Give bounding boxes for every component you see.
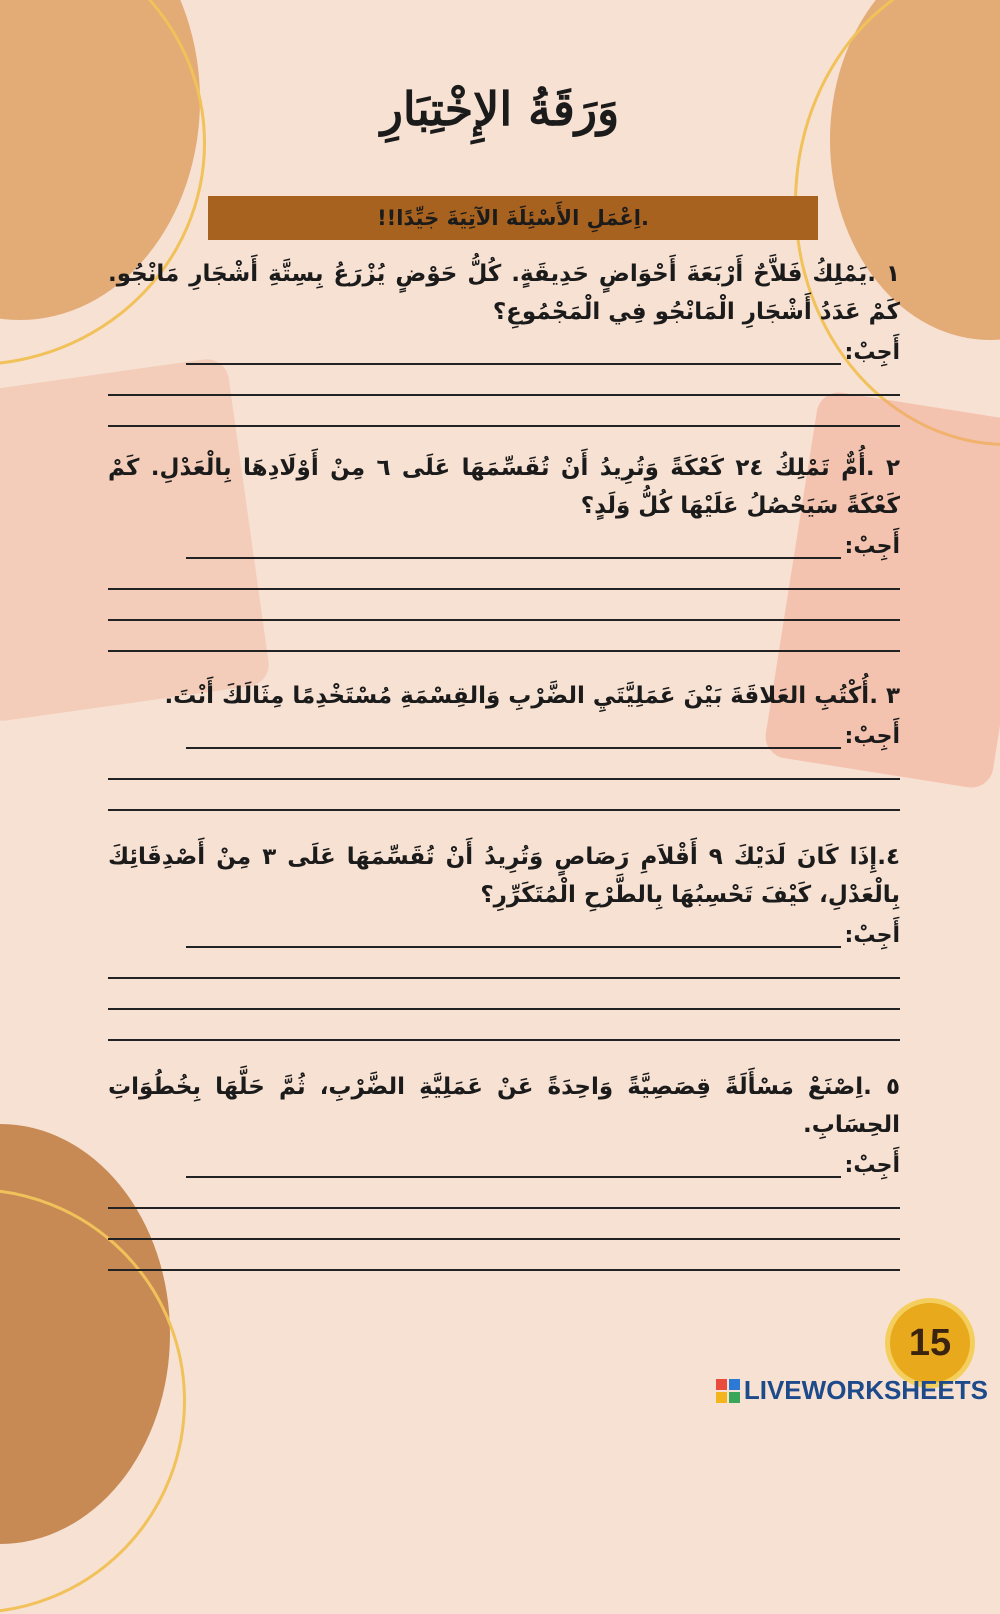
answer-row (108, 331, 900, 365)
answer-label: أَجِبْ: (844, 534, 900, 559)
answer-line[interactable] (108, 623, 900, 652)
question-block (108, 449, 900, 652)
brand-name: LIVEWORKSHEETS (743, 1375, 988, 1405)
liveworksheets-logo-icon (716, 1379, 740, 1403)
answer-line[interactable] (186, 723, 841, 749)
answer-line[interactable] (108, 561, 900, 590)
answer-line[interactable] (186, 339, 841, 365)
answer-line[interactable] (108, 592, 900, 621)
question-text: ٥ .اِصْنَعْ مَسْأَلَةً قِصَصِيَّةً وَاحِدَةً عَنْ عَمَلِيَّةِ الضَّرْبِ، ثُمَّ حَلَّهَا بِخُطُوَاتِ الحِسَابِ. (108, 1074, 900, 1138)
answer-row (108, 914, 900, 948)
question-block (108, 838, 900, 1041)
instruction-banner: .اِعْمَلِ الأَسْئِلَةَ الآتِيَةَ جَيِّدًا!! (208, 196, 818, 240)
page-title: وَرَقَةُ الإِخْتِبَارِ (380, 82, 620, 136)
page-number-badge: 15 (885, 1298, 975, 1388)
answer-line[interactable] (186, 1152, 841, 1178)
answer-line[interactable] (108, 950, 900, 979)
answer-line[interactable] (186, 922, 841, 948)
answer-line[interactable] (108, 782, 900, 811)
answer-row (108, 1144, 900, 1178)
answer-label: أَجِبْ: (844, 1153, 900, 1178)
answer-label: أَجِبْ: (844, 923, 900, 948)
answer-line[interactable] (108, 1012, 900, 1041)
answer-line[interactable] (108, 1242, 900, 1271)
answer-line[interactable] (186, 533, 841, 559)
answer-row (108, 525, 900, 559)
answer-line[interactable] (108, 981, 900, 1010)
answer-line[interactable] (108, 367, 900, 396)
question-block (108, 1068, 900, 1271)
question-text: ١ .يَمْلِكُ فَلاَّحٌ أَرْبَعَةَ أَحْوَاضٍ حَدِيقَةٍ. كُلُّ حَوْضٍ يُزْرَعُ بِسِتَّةِ أَشْجَارِ مَانْجُو. كَمْ عَدَدُ أَشْجَارِ الْمَانْجُو فِي الْمَجْمُوعِ؟ (108, 261, 900, 325)
answer-label: أَجِبْ: (844, 724, 900, 749)
answer-label: أَجِبْ: (844, 340, 900, 365)
liveworksheets-brand[interactable] (716, 1375, 988, 1406)
question-text: ٤.إِذَا كَانَ لَدَيْكَ ٩ أَقْلاَمِ رَصَاصٍ وَتُرِيدُ أَنْ تُقَسِّمَهَا عَلَى ٣ مِنْ أَصْدِقَائِكَ بِالْعَدْلِ، كَيْفَ تَحْسِبُهَا بِالطَّرْحِ الْمُتَكَرِّرِ؟ (108, 844, 900, 908)
question-block (108, 255, 900, 427)
question-block (108, 677, 900, 811)
answer-line[interactable] (108, 751, 900, 780)
answer-line[interactable] (108, 1211, 900, 1240)
question-text: ٢ .أُمٌّ تَمْلِكُ ٢٤ كَعْكَةً وَتُرِيدُ أَنْ تُقَسِّمَهَا عَلَى ٦ مِنْ أَوْلَادِهَا بِالْعَدْلِ. كَمْ كَعْكَةً سَيَحْصُلُ عَلَيْهَا كُلُّ وَلَدٍ؟ (108, 455, 900, 519)
answer-line[interactable] (108, 1180, 900, 1209)
answer-line[interactable] (108, 398, 900, 427)
answer-row (108, 715, 900, 749)
question-text: ٣ .أُكْتُبِ العَلاقَةَ بَيْنَ عَمَلِيَّتَيِ الضَّرْبِ وَالقِسْمَةِ مُسْتَخْدِمًا مِثَالَكَ أَنْتَ. (164, 683, 900, 709)
